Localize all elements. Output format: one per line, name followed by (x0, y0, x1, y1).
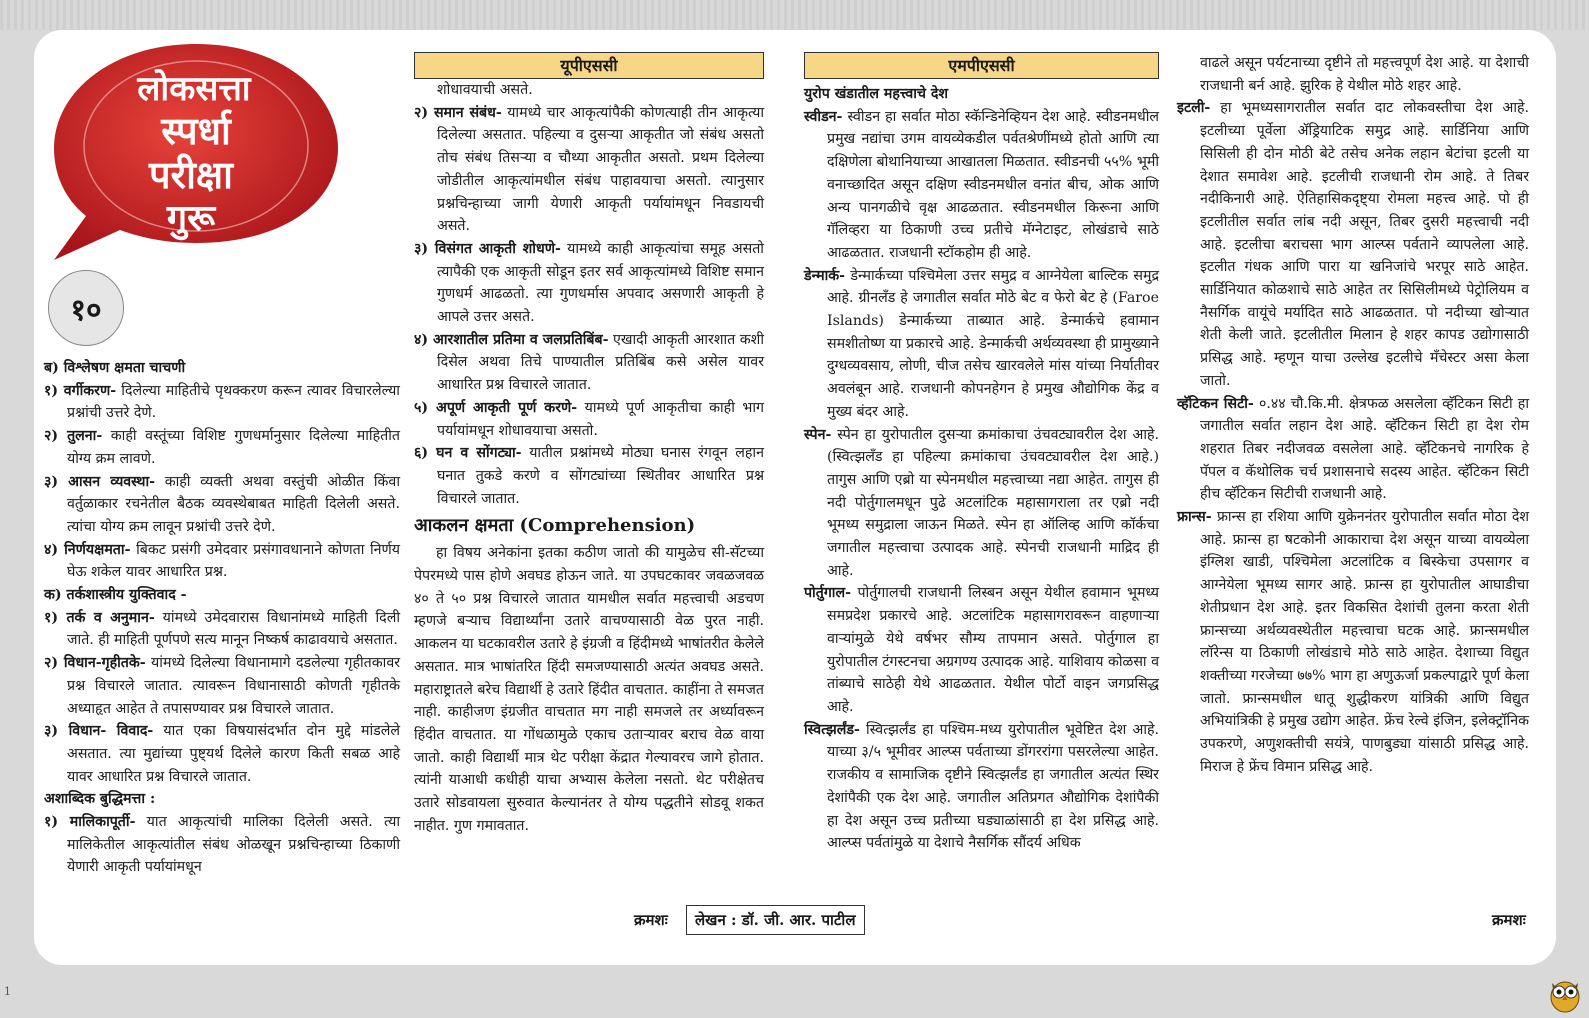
mpsc-header: एमपीएससी (804, 52, 1159, 79)
section-k-heading: क) तर्कशास्त्रीय युक्तिवाद - (44, 587, 187, 604)
list-item: स्पेन- स्पेन हा युरोपातील दुसऱ्या क्रमांकाचा उंचवट्यावरील देश आहे. (स्वित्झलँड हा पहिल्या क्रमांकाचा उंचवट्यावरील देश आहे.) तागुस आणि एब्रो या स्पेनमधील महत्त्वाच्या नद्या आहेत. तागुस ही नदी पोर्तुगालमधून पुढे अटलांटिक महासागराला तर एब्रो नदी भूमध्य समुद्राला जाऊन मिळते. स्पेन हा ऑलिव्ह आणि कॉर्कचा जगातील महत्त्वाचा उत्पादक आहे. स्पेनची राजधानी माद्रिद ही आहे. (804, 426, 1159, 579)
list-item: १) वर्गीकरण- दिलेल्या माहितीचे पृथक्करण करून त्यावर विचारलेल्या प्रश्नांची उत्तरे देणे. (44, 382, 400, 422)
column-1 (44, 357, 400, 879)
logo-line1: लोकसत्ता (137, 69, 251, 109)
list-item: ४) निर्णयक्षमता- बिकट प्रसंगी उमेदवार प्रसंगावधानाने कोणता निर्णय घेऊ शकेल यावर आधारित प्रश्न. (44, 541, 401, 581)
to-be-continued-label: क्रमशः (1492, 911, 1526, 929)
continued-text: वाढले असून पर्यटनाच्या दृष्टीने तो महत्त्वपूर्ण देश आहे. या देशाची राजधानी बर्न आहे. झुरिक हे येथील मोठे शहर आहे. (1200, 55, 1529, 94)
column-3 (804, 52, 1159, 855)
list-item: २) समान संबंध- यामध्ये चार आकृत्यांपैकी कोणत्याही तीन आकृत्या दिलेल्या असतात. पहिल्या व दुसऱ्या आकृतीत जो संबंध असतो तोच संबंध तिसऱ्या व चौथ्या आकृतीत असतो. प्रथम दिलेल्या जोडीतील आकृत्यांमधील संबंध पाहावयाचा असतो. त्यानुसार प्रश्नचिन्हाच्या जागी येणारी आकृती पर्यायांमधून निवडायची असते. (414, 104, 764, 235)
author-byline: लेखन : डॉ. जी. आर. पाटील (686, 905, 865, 935)
list-item: ५) अपूर्ण आकृती पूर्ण करणे- यामध्ये पूर्ण आकृतीचा काही भाग पर्यायांमधून शोधावयाचा असतो. (414, 399, 764, 439)
list-item: इटली- हा भूमध्यसागरातील सर्वात दाट लोकवस्तीचा देश आहे. इटलीच्या पूर्वेला ॲड्रियाटिक समुद्र आहे. सार्डिनिया आणि सिसिली ही दोन मोठी बेटे तसेच अनेक लहान बेटांचा इटली या देशात समावेश आहे. इटलीची राजधानी रोम आहे. ते तिबर नदीकिनारी आहे. ऐतिहासिकदृष्ट्या रोमला महत्त्व आहे. पो ही इटलीतील सर्वात लांब नदी असून, तिबर दुसरी महत्त्वाची नदी आहे. इटलीचा बराचसा भाग आल्प्स पर्वताने व्यापलेला आहे. इटलीत गंधक आणि पारा या खनिजांचे भरपूर साठे आहेत. सार्डिनियात कोळशाचे साठे आहेत तर सिसिलीमध्ये पेट्रोलियम व नैसर्गिक वायूंचे मर्यादित साठे आढळतात. पो नदीच्या खोऱ्यात शेती केली जाते. इटलीतील मिलान हे शहर कापड उद्योगासाठी प्रसिद्ध आहे. म्हणून याचा उल्लेख इटलीचे मँचेस्टर असा केला जातो. (1177, 100, 1529, 389)
list-item: स्वित्झर्लंड- स्वित्झर्लंड हा पश्चिम-मध्य युरोपातील भूवेष्टित देश आहे. याच्या ३/५ भूमीवर आल्प्स पर्वताच्या डोंगररांगा पसरलेल्या आहेत. राजकीय व सामाजिक दृष्टीने स्वित्झर्लंड हा जगातील अत्यंत स्थिर देशांपैकी एक देश आहे. जगातील अतिप्रगत औद्योगिक देशांपैकी हा देश असून उच्च प्रतीच्या घड्याळांसाठी हा देश प्रसिद्ध आहे. आल्प्स पर्वतांमुळे या देशाचे नैसर्गिक सौंदर्य अधिक (804, 721, 1159, 852)
comprehension-paragraph: हा विषय अनेकांना इतका कठीण जातो की यामुळेच सी-सॅटच्या पेपरमध्ये पास होणे अवघड होऊन जाते. या उपघटकावर जवळजवळ ४० ते ५० प्रश्न विचारले जातात यामधील सर्वात महत्त्वाची अडचण म्हणजे बऱ्याच विद्यार्थ्यांना उतारे वाचण्यासाठी वेळ पुरत नाही. आकलन या घटकावरील उतारे हे इंग्रजी व हिंदीमध्ये भाषांतरीत केलेले असतात. मात्र भाषांतरित हिंदी समजण्यासाठी अत्यंत अवघड असते. महाराष्ट्रातले बरेच विद्यार्थी हे उतारे हिंदीत वाचतात. काहींना ते समजत नाही. काहीजण इंग्रजीत वाचतात मग नाही समजले तर अर्ध्यावरून हिंदीत वाचतात. या गोंधळामुळे एकाच उताऱ्यावर बराच वेळ वाया जातो. काही विद्यार्थी मात्र थेट परीक्षा केंद्रात गेल्यावरच जागे होतात. त्यांनी याआधी कधीही याचा अभ्यास केलेला नसतो. थेट परीक्षेतच उतारे सोडवायला सुरुवात केल्यानंतर ते योग्य पद्धतीने सोडवू शकत नाहीत. गुण गमावतात. (414, 545, 764, 834)
column-2 (414, 52, 764, 838)
list-item: ४) आरशातील प्रतिमा व जलप्रतिबिंब- एखादी आकृती आरशात कशी दिसेल अथवा तिचे पाण्यातील प्रतिबिंब कसे असेल यावर आधारित प्रश्न विचारले जातात. (414, 331, 764, 394)
episode-badge: १० (48, 270, 124, 346)
column-4 (1177, 52, 1529, 779)
list-item: डेन्मार्क- डेन्मार्कच्या पश्चिमेला उत्तर समुद्र व आग्नेयेला बाल्टिक समुद्र आहे. ग्रीनलँड हे जगातील सर्वात मोठे बेट व फेरो बेट हे (Faroe Islands) डेन्मार्कच्या ताब्यात आहे. डेन्मार्कचे हवामान समशीतोष्ण या प्रकारचे आहे. डेन्मार्कची अर्थव्यवस्था ही प्रामुख्याने दुग्धव्यवसाय, लोणी, चीज तसेच खारवलेले मांस यांच्या निर्यातीवर अवलंबून आहे. राजधानी कोपनहेगन हे प्रमुख औद्योगिक केंद्र व मुख्य बंदर आहे. (804, 267, 1159, 420)
list-item: ३) विधान- विवाद- यात एका विषयासंदर्भात दोन मुद्दे मांडलेले असतात. त्या मुद्यांच्या पुष्ट्यर्थ दिलेले कारण किती सबळ आहे यावर आधारित प्रश्न विचारले जातात. (44, 723, 400, 785)
comprehension-heading: आकलन क्षमता (Comprehension) (414, 515, 696, 537)
europe-title: युरोप खंडातील महत्त्वाचे देश (804, 86, 949, 102)
upsc-header: यूपीएससी (414, 52, 764, 79)
list-item: २) तुलना- काही वस्तूंच्या विशिष्ट गुणधर्मानुसार दिलेल्या माहितीत योग्य क्रम लावणे. (44, 428, 400, 467)
list-item: पोर्तुगाल- पोर्तुगालची राजधानी लिस्बन असून येथील हवामान भूमध्य समप्रदेश प्रकारचे आहे. अटलांटिक महासागरावरून वाहणाऱ्या वाऱ्यांमुळे येथे वर्षभर सौम्य तापमान असते. पोर्तुगाल हा युरोपातील टंगस्टनचा अग्रगण्य उत्पादक आहे. याशिवाय कोळसा व तांब्याचे साठेही येथे आढळतात. येथील पोर्टो वाइन जगप्रसिद्ध आहे. (804, 585, 1159, 715)
list-item: ६) घन व सोंगट्या- यातील प्रश्नांमध्ये मोठ्या घनास रंगवून लहान घनात तुकडे करणे व सोंगट्यांच्या स्थितीवर आधारित प्रश्न विचारले जातात. (414, 445, 764, 507)
owl-icon (1548, 975, 1582, 1013)
logo-line4: गुरू (166, 198, 216, 239)
to-be-continued-label: क्रमशः (634, 911, 668, 929)
list-item: २) विधान-गृहीतके- यांमध्ये दिलेल्या विधानामागे दडलेल्या गृहीतकावर प्रश्न विचारले जातात. त्यावरून विधानासाठी कोणती गृहीतके अध्याहृत आहेत ते तपासण्यावर प्रश्न विचारले जातात. (44, 655, 401, 717)
logo-line3: परीक्षा (148, 153, 234, 197)
list-item: ३) विसंगत आकृती शोधणे- यामध्ये काही आकृत्यांचा समूह असतो त्यापैकी एक आकृती सोडून इतर सर्व आकृत्यांमध्ये विशिष्ट समान गुणधर्म आढळतो. त्या गुणधर्मास अपवाद असणारी आकृती हे आपले उत्तर असते. (414, 240, 764, 326)
list-item: ३) आसन व्यवस्था- काही व्यक्ती अथवा वस्तुंची ओळीत किंवा वर्तुळाकार रचनेतील बैठक व्यवस्थेबाबत माहिती दिलेली असते. त्यांचा योग्य क्रम लावून प्रश्नांची उत्तरे देणे. (44, 473, 400, 535)
list-item: व्हॅटिकन सिटी- ०.४४ चौ.कि.मी. क्षेत्रफळ असलेला व्हॅटिकन सिटी हा जगातील सर्वात लहान देश आहे. व्हॅटिकन सिटी हा देश रोम शहरात तिबर नदीजवळ वसलेला आहे. व्हॅटिकनचे नागरिक हे पॅपल व कॅथोलिक चर्च प्रशासनाचे सदस्य आहेत. व्हॅटिकन सिटी हीच व्हॅटिकन सिटीची राजधानी आहे. (1177, 395, 1530, 503)
list-item: स्वीडन- स्वीडन हा सर्वात मोठा स्कॅन्डिनेव्हियन देश आहे. स्वीडनमधील प्रमुख नद्यांचा उगम वायव्येकडील पर्वतश्रेणींमध्ये होतो आणि त्या दक्षिणेला बोथानियाच्या आखातला मिळतात. स्वीडनची ५५% भूमी वनाच्छादित असून दक्षिण स्वीडनमधील वनांत बीच, ओक आणि अन्य पानगळीचे वृक्ष आढळतात. स्वीडनमधील किरूना आणि गॅलिव्हरा या ठिकाणी उच्च प्रतीचे मॅग्नेटाइट, लोखंडाचे साठे आढळतात. राजधानी स्टॉकहोम ही आहे. (804, 108, 1159, 261)
page-number: 1 (4, 985, 11, 998)
list-item: १) तर्क व अनुमान- यांमध्ये उमेदवारास विधानांमध्ये माहिती दिली जाते. ही माहिती पूर्णपणे सत्य मानून निष्कर्ष काढावयाचे असतात. (44, 609, 400, 649)
section-a-heading: अशाब्दिक बुद्धिमत्ता : (44, 791, 156, 808)
logo-line2: स्पर्धा (161, 109, 231, 153)
list-item: फ्रान्स- फ्रान्स हा रशिया आणि युक्रेननंतर युरोपातील सर्वात मोठा देश आहे. फ्रान्स हा षटकोनी आकाराचा देश असून याच्या वायव्येला इंग्लिश खाडी, पश्चिमेला अटलांटिक व बिस्केचा उपसागर व आग्नेयेला भूमध्य सागर आहे. फ्रान्स हा युरोपातील आघाडीचा शेतीप्रधान देश आहे. इतर विकसित देशांची तुलना करता शेती फ्रान्सच्या अर्थव्यवस्थेतील महत्त्वाचा घटक आहे. फ्रान्समधील लॉरेन्स या ठिकाणी लोखंडाचे मोठे साठे आहेत. देशाच्या विद्युत शक्तीच्या गरजेच्या ७७% भाग हा अणुऊर्जा प्रकल्पाद्वारे पूर्ण केला जातो. फ्रान्समधील धातू शुद्धीकरण यांत्रिकी आणि विद्युत अभियांत्रिकी हे प्रमुख उद्योग आहेत. फ्रेंच रेल्वे इंजिन, इलेक्ट्रॉनिक उपकरणे, अणुशक्तीची सयंत्रे, पाणबुड्या यांसाठी प्रसिद्ध आहे. मिराज हे फ्रेंच विमान प्रसिद्ध आहे. (1177, 509, 1529, 775)
newspaper-panel (34, 30, 1556, 965)
list-item: १) मालिकापूर्ती- यात आकृत्यांची मालिका दिलेली असते. त्या मालिकेतील आकृत्यांतील संबंध ओळखून प्रश्नचिन्हाच्या ठिकाणी येणारी आकृती पर्यायांमधून (44, 814, 400, 876)
continued-text: शोधावयाची असते. (437, 82, 533, 98)
section-b-heading: ब) विश्लेषण क्षमता चाचणी (44, 360, 186, 376)
top-strip (0, 0, 1589, 30)
loksatta-logo (46, 38, 346, 260)
